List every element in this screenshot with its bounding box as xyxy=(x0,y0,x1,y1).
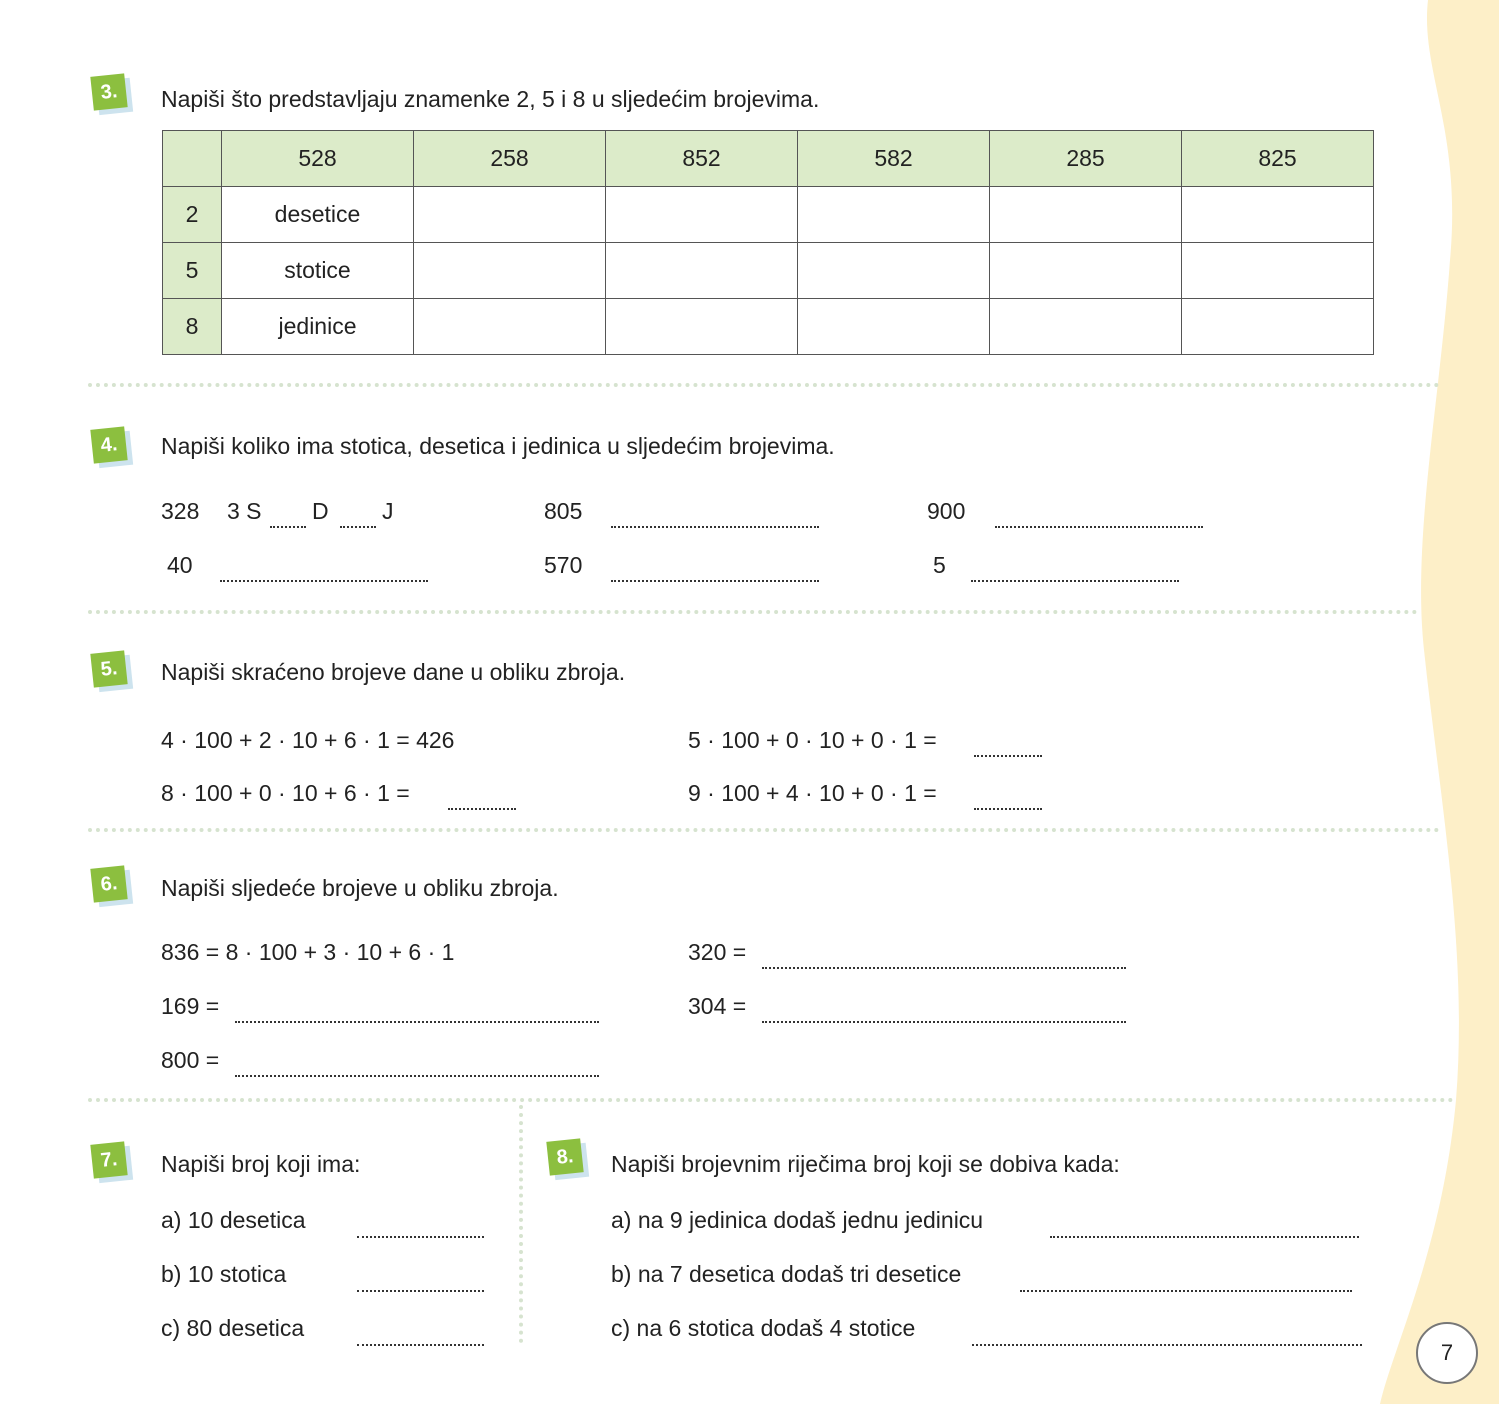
number-label: 5 xyxy=(933,552,946,578)
equation: 8 · 100 + 0 · 10 + 6 · 1 = xyxy=(161,780,410,806)
header-cell: 582 xyxy=(798,131,990,187)
equation: 9 · 100 + 4 · 10 + 0 · 1 = xyxy=(688,780,937,806)
item-label: b) na 7 desetica dodaš tri desetice xyxy=(611,1261,962,1287)
answer-cell: stotice xyxy=(222,243,414,299)
equation: 800 = xyxy=(161,1047,220,1073)
answer-cell[interactable] xyxy=(414,243,606,299)
answer-blank[interactable] xyxy=(974,808,1042,810)
number-label: 40 xyxy=(167,552,193,578)
equation: 304 = xyxy=(688,993,747,1019)
number-label: 570 xyxy=(544,552,583,578)
example-label: 3 S xyxy=(227,498,262,524)
number-label: 900 xyxy=(927,498,966,524)
header-cell: 285 xyxy=(990,131,1182,187)
header-cell: 852 xyxy=(606,131,798,187)
table-row xyxy=(163,187,1374,243)
answer-blank[interactable] xyxy=(972,1344,1362,1346)
divider xyxy=(88,383,1440,387)
equation: 169 = xyxy=(161,993,220,1019)
exercise-instruction: Napiši što predstavljaju znamenke 2, 5 i 8 u sljedećim brojevima. xyxy=(161,86,820,112)
answer-blank[interactable] xyxy=(357,1236,484,1238)
exercise-number-badge: 3. xyxy=(90,73,127,110)
answer-blank[interactable] xyxy=(611,526,819,528)
answer-cell[interactable] xyxy=(606,243,798,299)
answer-blank[interactable] xyxy=(611,580,819,582)
exercise-number-badge: 6. xyxy=(90,865,127,902)
answer-cell: jedinice xyxy=(222,299,414,355)
answer-blank[interactable] xyxy=(220,580,428,582)
table-row xyxy=(163,299,1374,355)
page-number: 7 xyxy=(1416,1322,1478,1384)
divider xyxy=(88,610,1418,614)
answer-cell[interactable] xyxy=(414,299,606,355)
header-cell: 528 xyxy=(222,131,414,187)
item-label: b) 10 stotica xyxy=(161,1261,287,1287)
answer-cell[interactable] xyxy=(1182,243,1374,299)
example-label: J xyxy=(382,498,394,524)
header-cell: 825 xyxy=(1182,131,1374,187)
exercise-instruction: Napiši skraćeno brojeve dane u obliku zbroja. xyxy=(161,659,626,685)
answer-cell[interactable] xyxy=(1182,187,1374,243)
answer-blank[interactable] xyxy=(340,526,376,528)
answer-cell[interactable] xyxy=(990,187,1182,243)
exercise-instruction: Napiši sljedeće brojeve u obliku zbroja. xyxy=(161,875,559,901)
answer-blank[interactable] xyxy=(1050,1236,1359,1238)
header-cell: 258 xyxy=(414,131,606,187)
answer-cell[interactable] xyxy=(414,187,606,243)
example-label: D xyxy=(312,498,329,524)
digit-cell: 5 xyxy=(163,243,222,299)
item-label: c) 80 desetica xyxy=(161,1315,305,1341)
answer-cell[interactable] xyxy=(990,243,1182,299)
answer-blank[interactable] xyxy=(448,808,516,810)
answer-blank[interactable] xyxy=(357,1290,484,1292)
digit-table xyxy=(162,130,1374,355)
answer-cell[interactable] xyxy=(606,187,798,243)
equation: 4 · 100 + 2 · 10 + 6 · 1 = 426 xyxy=(161,727,455,753)
equation: 836 = 8 · 100 + 3 · 10 + 6 · 1 xyxy=(161,939,455,965)
answer-cell[interactable] xyxy=(798,243,990,299)
equation: 320 = xyxy=(688,939,747,965)
answer-blank[interactable] xyxy=(974,755,1042,757)
answer-cell[interactable] xyxy=(798,299,990,355)
item-label: a) 10 desetica xyxy=(161,1207,306,1233)
exercise-instruction: Napiši koliko ima stotica, desetica i jedinica u sljedećim brojevima. xyxy=(161,433,835,459)
exercise-number-badge: 4. xyxy=(90,426,127,463)
exercise-number-badge: 5. xyxy=(90,650,127,687)
digit-cell: 2 xyxy=(163,187,222,243)
answer-cell[interactable] xyxy=(606,299,798,355)
answer-cell[interactable] xyxy=(990,299,1182,355)
answer-blank[interactable] xyxy=(1020,1290,1352,1292)
vertical-divider xyxy=(519,1105,523,1343)
exercise-number-badge: 8. xyxy=(546,1138,583,1175)
digit-cell: 8 xyxy=(163,299,222,355)
number-label: 328 xyxy=(161,498,200,524)
answer-blank[interactable] xyxy=(357,1344,484,1346)
answer-blank[interactable] xyxy=(235,1075,599,1077)
answer-cell[interactable] xyxy=(1182,299,1374,355)
answer-blank[interactable] xyxy=(995,526,1203,528)
answer-blank[interactable] xyxy=(762,967,1126,969)
divider xyxy=(88,828,1440,832)
divider xyxy=(88,1098,1454,1102)
equation: 5 · 100 + 0 · 10 + 0 · 1 = xyxy=(688,727,937,753)
exercise-instruction: Napiši brojevnim riječima broj koji se dobiva kada: xyxy=(611,1151,1120,1177)
exercise-instruction: Napiši broj koji ima: xyxy=(161,1151,361,1177)
exercise-number-badge: 7. xyxy=(90,1141,127,1178)
answer-blank[interactable] xyxy=(971,580,1179,582)
number-label: 805 xyxy=(544,498,583,524)
answer-blank[interactable] xyxy=(235,1021,599,1023)
item-label: c) na 6 stotica dodaš 4 stotice xyxy=(611,1315,916,1341)
answer-blank[interactable] xyxy=(270,526,306,528)
answer-cell[interactable] xyxy=(798,187,990,243)
item-label: a) na 9 jedinica dodaš jednu jedinicu xyxy=(611,1207,984,1233)
table-row xyxy=(163,243,1374,299)
answer-cell: desetice xyxy=(222,187,414,243)
table-header-row xyxy=(163,131,1374,187)
answer-blank[interactable] xyxy=(762,1021,1126,1023)
